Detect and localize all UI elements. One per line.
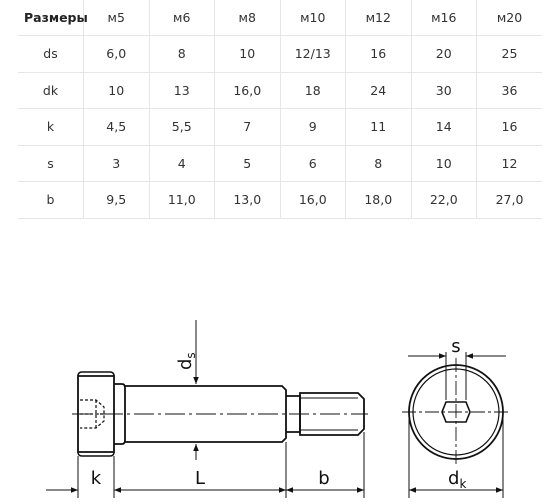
table-cell: 12 [477, 145, 543, 182]
table-cell: 11 [346, 109, 412, 146]
table-cell: 8 [346, 145, 412, 182]
table-cell: 16 [477, 109, 543, 146]
table-cell: 7 [215, 109, 281, 146]
table-cell: 5 [215, 145, 281, 182]
table-cell: k [18, 109, 84, 146]
table-cell: 18 [280, 72, 346, 109]
dk-label: $d_k$ [448, 468, 467, 491]
header-cell: м12 [346, 0, 412, 36]
table-cell: dk [18, 72, 84, 109]
table-cell: ds [18, 36, 84, 73]
table-cell: 25 [477, 36, 543, 73]
table-cell: 9,5 [84, 182, 150, 219]
b-label: b [318, 468, 330, 489]
table-cell: 13,0 [215, 182, 281, 219]
header-cell: м8 [215, 0, 281, 36]
table-cell: 10 [411, 145, 477, 182]
shoulder-bolt-drawing [0, 300, 560, 504]
table-cell: b [18, 182, 84, 219]
table-cell: 14 [411, 109, 477, 146]
ds-label: $d_s$ [175, 352, 198, 370]
table-cell: 3 [84, 145, 150, 182]
table-cell: 9 [280, 109, 346, 146]
table-cell: 4 [149, 145, 215, 182]
table-cell: 8 [149, 36, 215, 73]
table-cell: 10 [215, 36, 281, 73]
table-row [18, 36, 542, 73]
k-label: k [90, 468, 102, 489]
table-row [18, 109, 542, 146]
header-cell: м10 [280, 0, 346, 36]
table-cell: 4,5 [84, 109, 150, 146]
table-cell: 24 [346, 72, 412, 109]
table-cell: 20 [411, 36, 477, 73]
table-row [18, 145, 542, 182]
header-cell: м16 [411, 0, 477, 36]
header-cell: м5 [84, 0, 150, 36]
table-cell: 12/13 [280, 36, 346, 73]
table-row [18, 72, 542, 109]
table-cell: 30 [411, 72, 477, 109]
table-cell: 11,0 [149, 182, 215, 219]
table-cell: 13 [149, 72, 215, 109]
table-cell: 10 [84, 72, 150, 109]
s-label: s [451, 336, 461, 357]
table-cell: 6 [280, 145, 346, 182]
table-cell: 27,0 [477, 182, 543, 219]
table-row [18, 182, 542, 219]
table-cell: 16,0 [215, 72, 281, 109]
L-label: L [194, 468, 206, 489]
table-cell: s [18, 145, 84, 182]
table-cell: 6,0 [84, 36, 150, 73]
table-cell: 22,0 [411, 182, 477, 219]
dimensions-table [18, 0, 542, 219]
table-cell: 16 [346, 36, 412, 73]
table-header-row [18, 0, 542, 36]
end-view-center-lines [402, 358, 510, 466]
header-cell: Размеры [18, 0, 84, 36]
table-cell: 16,0 [280, 182, 346, 219]
table-cell: 18,0 [346, 182, 412, 219]
table-cell: 36 [477, 72, 543, 109]
table-cell: 5,5 [149, 109, 215, 146]
header-cell: м6 [149, 0, 215, 36]
header-cell: м20 [477, 0, 543, 36]
s-dimension [408, 352, 506, 400]
